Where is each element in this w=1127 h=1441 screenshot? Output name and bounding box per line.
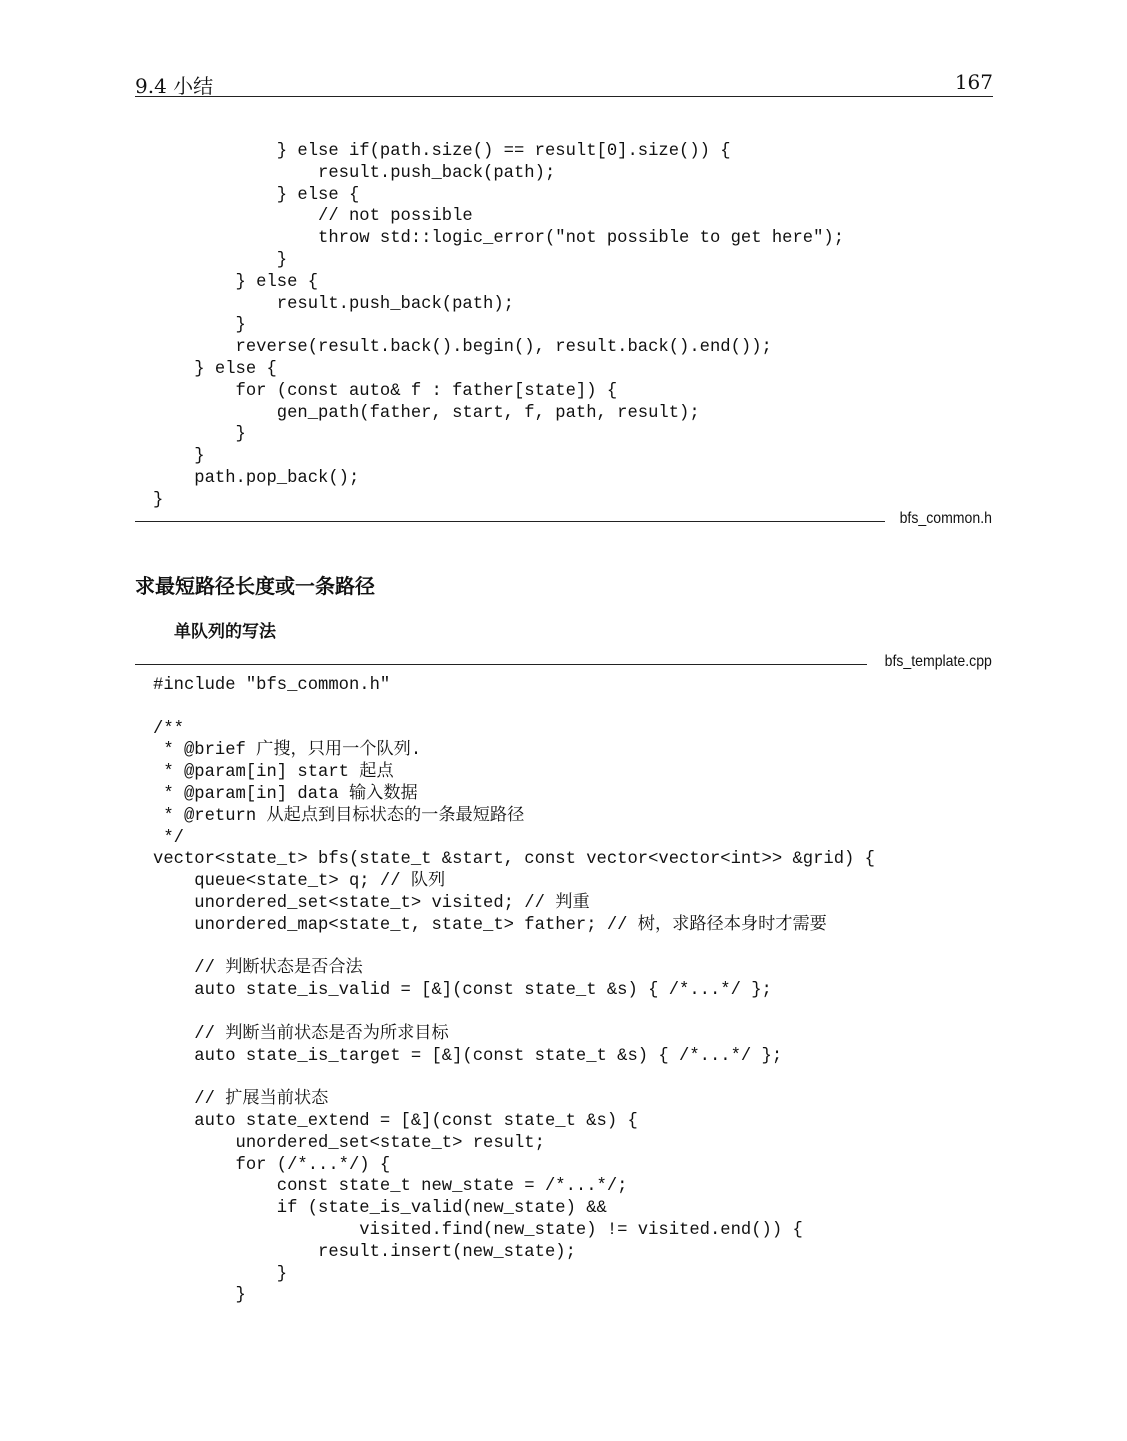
code-line: /**: [153, 719, 184, 739]
code-line: [153, 697, 875, 719]
code-end-rule: [135, 521, 885, 522]
code-line: }: [153, 1286, 246, 1306]
code-line: path.pop_back();: [153, 468, 360, 488]
code-line: }: [153, 425, 246, 445]
code-line: result.push_back(path);: [153, 294, 514, 314]
code-line: }: [153, 447, 205, 467]
code-line: result.insert(new_state);: [153, 1242, 576, 1262]
code-line: unordered_set<state_t> visited; // 判重: [153, 893, 590, 913]
code-line: } else {: [153, 272, 319, 292]
code-start-rule: [135, 664, 867, 665]
code-line: }: [153, 490, 164, 510]
code-line: // 判断当前状态是否为所求目标: [153, 1024, 449, 1044]
code-line: [153, 1002, 875, 1024]
code-line: for (/*...*/) {: [153, 1155, 391, 1175]
code-line: visited.find(new_state) != visited.end()) {: [153, 1220, 803, 1240]
code-line: queue<state_t> q; // 队列: [153, 872, 446, 892]
code-line: } else if(path.size() == result[0].size()) {: [153, 142, 731, 161]
code-filename-bfs-template: bfs_template.cpp: [884, 653, 992, 670]
section-title: 求最短路径长度或一条路径: [135, 574, 375, 598]
code-line: } else {: [153, 359, 277, 379]
code-line: }: [153, 1264, 288, 1284]
code-line: }: [153, 316, 246, 336]
code-line: // 判断状态是否合法: [153, 959, 363, 979]
code-line: * @return 从起点到目标状态的一条最短路径: [153, 806, 525, 826]
code-line: vector<state_t> bfs(state_t &start, const vector<vector<int>> &grid) {: [153, 850, 875, 870]
code-line: for (const auto& f : father[state]) {: [153, 381, 618, 401]
code-line: auto state_extend = [&](const state_t &s) {: [153, 1111, 638, 1131]
code-line: #include "bfs_common.h": [153, 676, 391, 695]
code-line: const state_t new_state = /*...*/;: [153, 1177, 628, 1197]
code-line: */: [153, 828, 184, 848]
code-line: if (state_is_valid(new_state) &&: [153, 1199, 607, 1219]
code-line: [153, 937, 875, 959]
code-line: [153, 1067, 875, 1089]
code-line: unordered_map<state_t, state_t> father; // 树，求路径本身时才需要: [153, 915, 827, 935]
code-line: } else {: [153, 185, 360, 205]
code-line: auto state_is_target = [&](const state_t &s) { /*...*/ };: [153, 1046, 783, 1066]
code-line: // 扩展当前状态: [153, 1090, 329, 1110]
subsection-title: 单队列的写法: [174, 622, 276, 642]
code-block-bfs-common: [153, 141, 844, 512]
page-number: 167: [954, 70, 993, 94]
code-line: }: [153, 250, 288, 270]
code-line: auto state_is_valid = [&](const state_t &s) { /*...*/ };: [153, 981, 772, 1001]
code-line: reverse(result.back().begin(), result.back().end());: [153, 338, 772, 358]
code-line: gen_path(father, start, f, path, result);: [153, 403, 700, 423]
code-filename-bfs-common: bfs_common.h: [899, 510, 992, 527]
code-line: * @param[in] start 起点: [153, 763, 394, 783]
running-header: [135, 70, 993, 97]
section-label: 9.4 小结: [135, 74, 214, 98]
code-line: * @brief 广搜，只用一个队列.: [153, 741, 422, 761]
code-line: * @param[in] data 输入数据: [153, 784, 418, 804]
code-line: throw std::logic_error("not possible to get here");: [153, 229, 845, 249]
code-line: // not possible: [153, 207, 473, 227]
code-line: unordered_set<state_t> result;: [153, 1133, 545, 1153]
code-block-bfs-template: [153, 675, 875, 1307]
code-line: result.push_back(path);: [153, 163, 556, 183]
